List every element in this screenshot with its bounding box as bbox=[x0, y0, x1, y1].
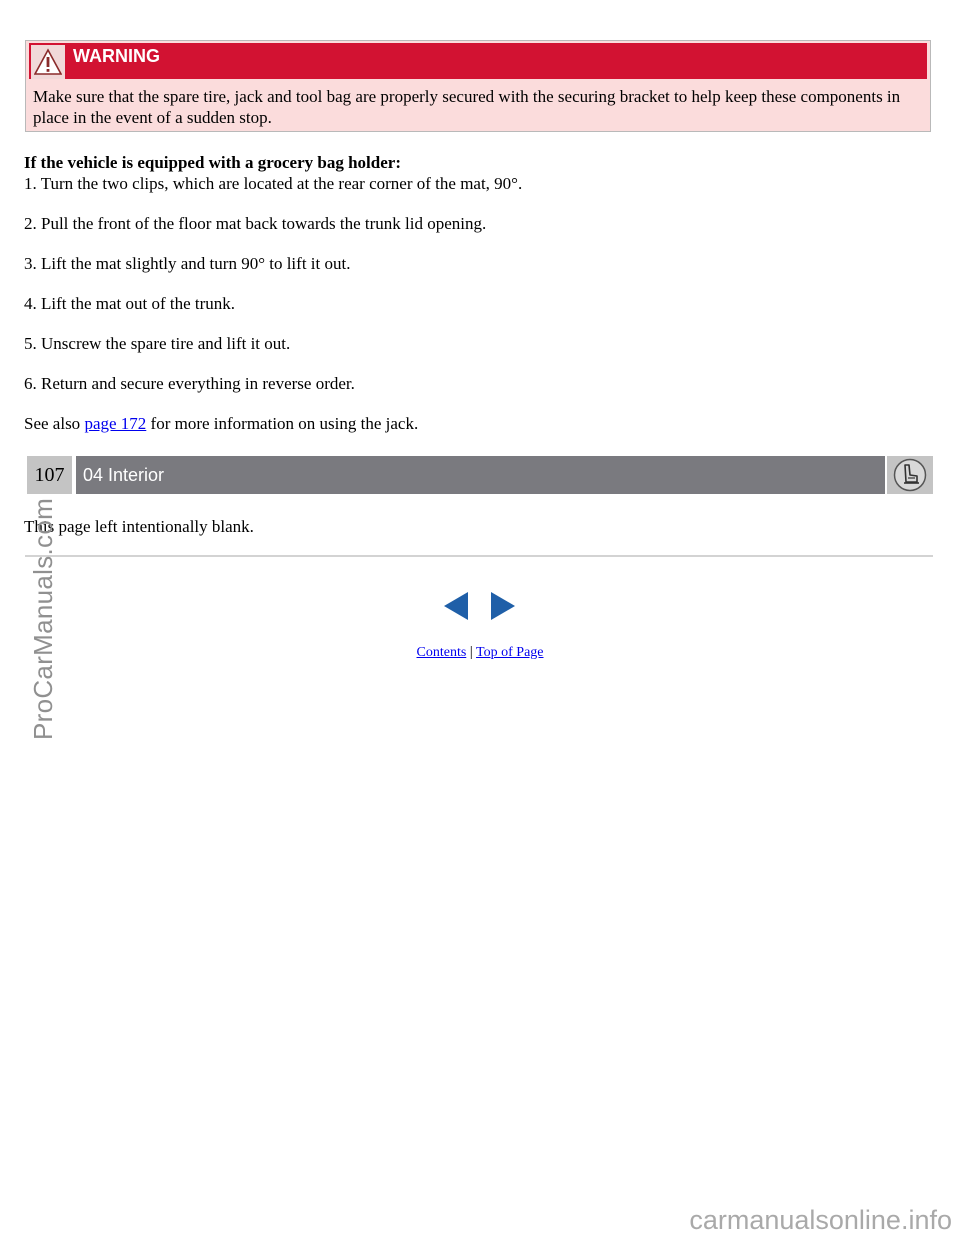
contents-link[interactable]: Contents bbox=[416, 645, 467, 660]
step-5: 5. Unscrew the spare tire and lift it out. bbox=[24, 334, 291, 353]
arrow-right-icon[interactable] bbox=[490, 591, 516, 621]
page-navigation bbox=[443, 591, 517, 621]
bottom-watermark: carmanualsonline.info bbox=[689, 1205, 952, 1235]
step-2: 2. Pull the front of the floor mat back towards the trunk lid opening. bbox=[24, 214, 487, 233]
steps-heading: If the vehicle is equipped with a grocery bag holder: bbox=[24, 153, 401, 172]
step-1: 1. Turn the two clips, which are located at the rear corner of the mat, 90°. bbox=[24, 174, 523, 193]
page-172-link[interactable]: page 172 bbox=[84, 414, 147, 433]
blank-page-note: This page left intentionally blank. bbox=[24, 517, 254, 536]
link-separator: | bbox=[469, 644, 473, 660]
side-watermark: ProCarManuals.com bbox=[28, 497, 58, 740]
warning-title: WARNING bbox=[73, 46, 160, 66]
chapter-bar bbox=[27, 456, 933, 495]
see-also-line bbox=[24, 413, 418, 434]
top-of-page-link[interactable]: Top of Page bbox=[476, 645, 544, 660]
warning-icon bbox=[31, 45, 65, 79]
step-3: 3. Lift the mat slightly and turn 90° to lift it out. bbox=[24, 254, 351, 273]
step-4: 4. Lift the mat out of the trunk. bbox=[24, 294, 236, 313]
see-also-prefix: See also bbox=[24, 414, 85, 433]
steps-heading-block bbox=[24, 152, 924, 173]
footer-links bbox=[0, 644, 960, 661]
see-also-suffix: for more information on using the jack. bbox=[146, 414, 419, 433]
arrow-left-icon[interactable] bbox=[443, 591, 469, 621]
divider bbox=[25, 555, 933, 557]
chapter-title-bar bbox=[76, 456, 885, 494]
warning-header bbox=[29, 43, 927, 79]
step-6: 6. Return and secure everything in reverse order. bbox=[24, 374, 355, 393]
seat-icon bbox=[887, 456, 933, 494]
warning-body: Make sure that the spare tire, jack and tool bag are properly secured with the securing bracket to help keep these components in place in the event of a sudden stop. bbox=[33, 87, 901, 127]
chapter-title: 04 Interior bbox=[83, 465, 165, 485]
warning-box bbox=[25, 40, 931, 132]
page-number: 107 bbox=[27, 456, 72, 494]
